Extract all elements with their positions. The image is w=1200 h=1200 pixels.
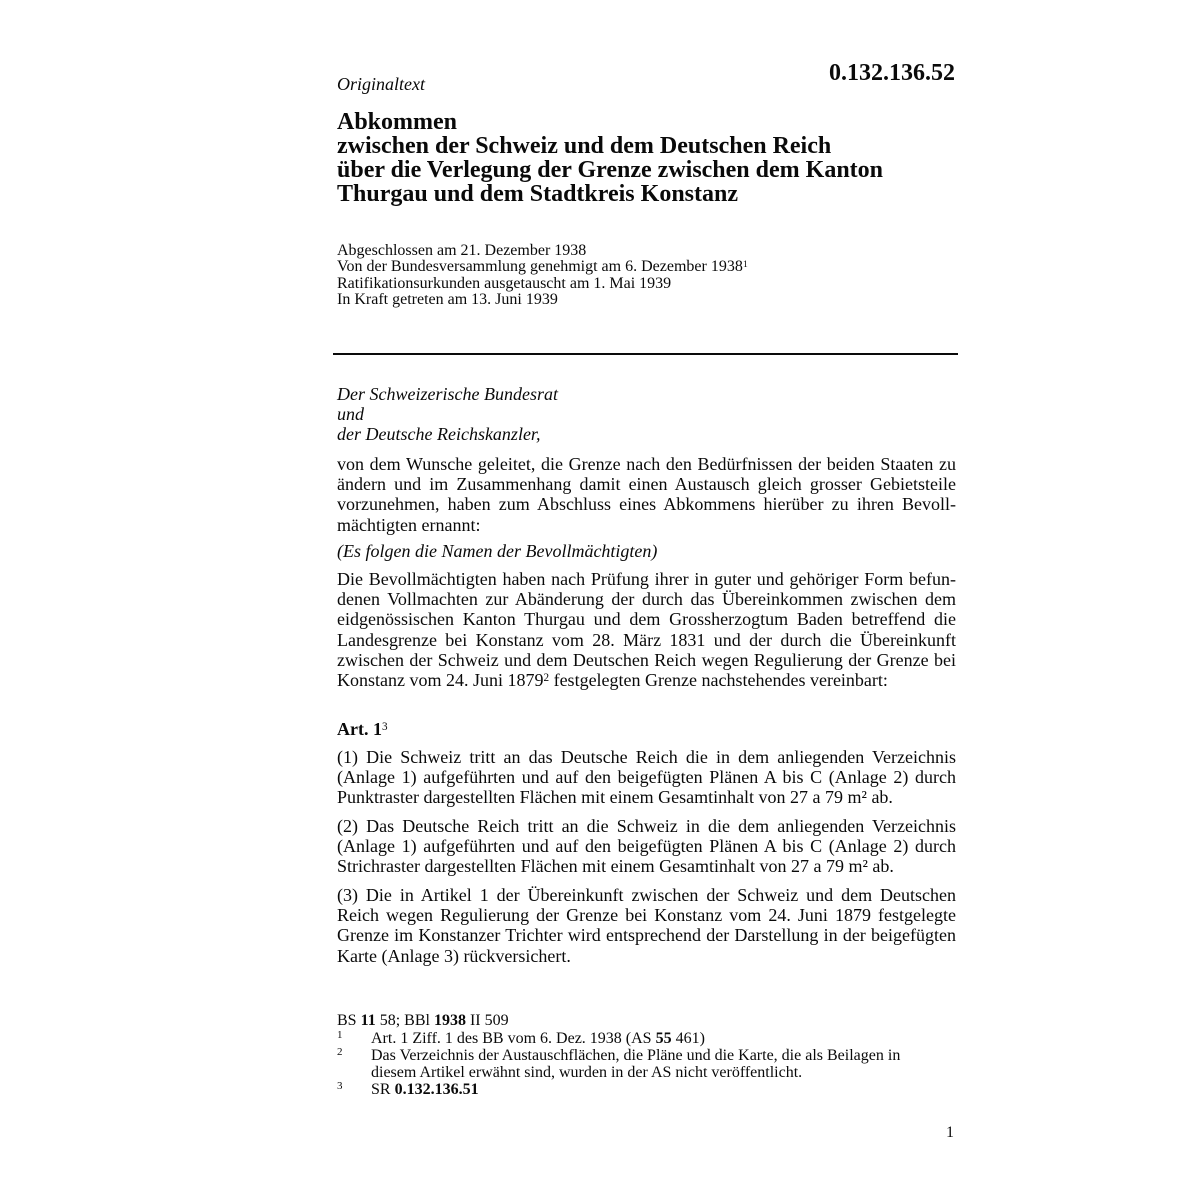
text-line: (2) Das Deutsche Reich tritt an die Schweiz in die dem anliegenden Verzeichnis (337, 816, 956, 836)
preamble-paragraph-2 (337, 569, 956, 690)
text-line: Grenze im Konstanzer Trichter wird entsprechend der Darstellung in der beigefügten (337, 925, 956, 946)
text-line: Die Bevollmächtigten haben nach Prüfung ihrer in guter und gehöriger Form befun- (337, 569, 956, 589)
text-line: eidgenössischen Kanton Thurgau und dem Grossherzogtum Baden betreffend die (337, 609, 956, 630)
text-segment: Konstanz vom 24. Juni 1879 (337, 669, 544, 690)
in-force-date: In Kraft getreten am 13. Juni 1939 (337, 291, 558, 309)
horizontal-rule (333, 353, 958, 355)
text-line: (Anlage 1) aufgeführten und auf den beigefügten Plänen A bis C (Anlage 2) durch (337, 767, 956, 788)
article-paragraph-1 (337, 747, 956, 808)
text-line: Karte (Anlage 3) rückversichert. (337, 945, 571, 966)
text-line: (Anlage 1) aufgeführten und auf den beigefügten Plänen A bis C (Anlage 2) durch (337, 836, 956, 857)
article-heading-text: Art. 1 (337, 719, 382, 739)
text-line: von dem Wunsche geleitet, die Grenze nach den Bedürfnissen der beiden Staaten zu (337, 454, 956, 474)
text-segment: BS (337, 1012, 361, 1029)
text-segment: II 509 (465, 1012, 509, 1029)
approval-date-text: Von der Bundesversammlung genehmigt am 6. Dezember 1938 (337, 258, 743, 276)
text-segment: 0.132.136.51 (394, 1081, 479, 1098)
plenipotentiaries-note (337, 541, 956, 561)
article-heading-line (337, 719, 956, 739)
footnote-number: 1 (337, 1029, 343, 1041)
party-line: und (337, 404, 364, 425)
sr-number: 0.132.136.52 (829, 60, 955, 86)
text-segment: 11 (360, 1012, 376, 1029)
title-line: Abkommen (337, 109, 458, 135)
footnote-3 (337, 1081, 937, 1098)
source-reference-line (337, 1012, 937, 1029)
text-segment: 58; BBl (375, 1012, 434, 1029)
document-title (337, 110, 883, 206)
text-line: denen Vollmachten zur Abänderung der durch das Übereinkommen zwischen dem (337, 589, 956, 610)
text-line: Landesgrenze bei Konstanz vom 28. März 1831 und der durch die Übereinkunft (337, 629, 956, 650)
approval-date (337, 259, 748, 275)
text-line: (3) Die in Artikel 1 der Übereinkunft zwischen der Schweiz und dem Deutschen (337, 885, 956, 905)
footnote-text (371, 1081, 937, 1098)
footnote-ref: 1 (742, 258, 748, 270)
footnote-ref: 2 (543, 671, 550, 684)
text-line: Reich wegen Regulierung der Grenze bei Konstanz vom 24. Juni 1879 festgelegte (337, 905, 956, 926)
ratification-date: Ratifikationsurkunden ausgetauscht am 1. Mai 1939 (337, 274, 672, 292)
title-line: Thurgau und dem Stadtkreis Konstanz (337, 181, 738, 207)
text-segment: 461) (671, 1030, 705, 1047)
footnote-number: 2 (337, 1046, 343, 1058)
party-line: Der Schweizerische Bundesrat (337, 384, 558, 404)
text-line: ändern und im Zusammenhang damit einen Austausch gleich grosser Gebietsteile (337, 474, 956, 495)
title-line: über die Verlegung der Grenze zwischen dem Kanton (337, 157, 883, 183)
footnote-text (371, 1030, 937, 1047)
text-line: (Es folgen die Namen der Bevollmächtigten) (337, 541, 658, 561)
text-line: vorzunehmen, haben zum Abschluss eines Abkommens hierüber zu ihren Bevoll- (337, 494, 956, 515)
original-text-label: Originaltext (337, 74, 425, 94)
preamble-paragraph-1 (337, 454, 956, 535)
text-segment: 55 (655, 1030, 672, 1047)
text-line: mächtigten ernannt: (337, 514, 481, 535)
footnote-1 (337, 1030, 937, 1047)
footnote-2 (337, 1047, 937, 1081)
text-line: diesem Artikel erwähnt sind, wurden in der AS nicht veröffentlicht. (371, 1064, 803, 1081)
text-line: Punktraster dargestellten Flächen mit einem Gesamtinhalt von 27 a 79 m² ab. (337, 787, 893, 808)
party-line: der Deutsche Reichskanzler, (337, 424, 541, 445)
page-number: 1 (946, 1124, 954, 1141)
concluded-date: Abgeschlossen am 21. Dezember 1938 (337, 242, 587, 259)
text-segment: festgelegten Grenze nachstehendes vereinbart: (549, 669, 888, 690)
article-paragraph-2 (337, 816, 956, 877)
article-heading (337, 719, 956, 739)
article-paragraph-3 (337, 885, 956, 966)
text-line: zwischen der Schweiz und dem Deutschen Reich wegen Regulierung der Grenze bei (337, 649, 956, 670)
text-line: (1) Die Schweiz tritt an das Deutsche Reich die in dem anliegenden Verzeichnis (337, 747, 956, 767)
title-line: zwischen der Schweiz und dem Deutschen Reich (337, 133, 832, 159)
footnote-text (371, 1047, 937, 1081)
text-line: Das Verzeichnis der Austauschflächen, die Pläne und die Karte, die als Beilagen in (371, 1047, 901, 1064)
text-segment: Art. 1 Ziff. 1 des BB vom 6. Dez. 1938 (AS (371, 1030, 656, 1047)
text-segment: SR (371, 1081, 395, 1098)
source-reference (337, 1012, 937, 1029)
footnote-ref: 3 (381, 720, 388, 733)
contracting-parties (337, 384, 956, 445)
text-line (337, 670, 956, 690)
footnote-number: 3 (337, 1080, 343, 1092)
dates-block (337, 243, 748, 309)
text-line: Strichraster dargestellten Flächen mit einem Gesamtinhalt von 27 a 79 m² ab. (337, 856, 894, 877)
text-segment: 1938 (433, 1012, 466, 1029)
